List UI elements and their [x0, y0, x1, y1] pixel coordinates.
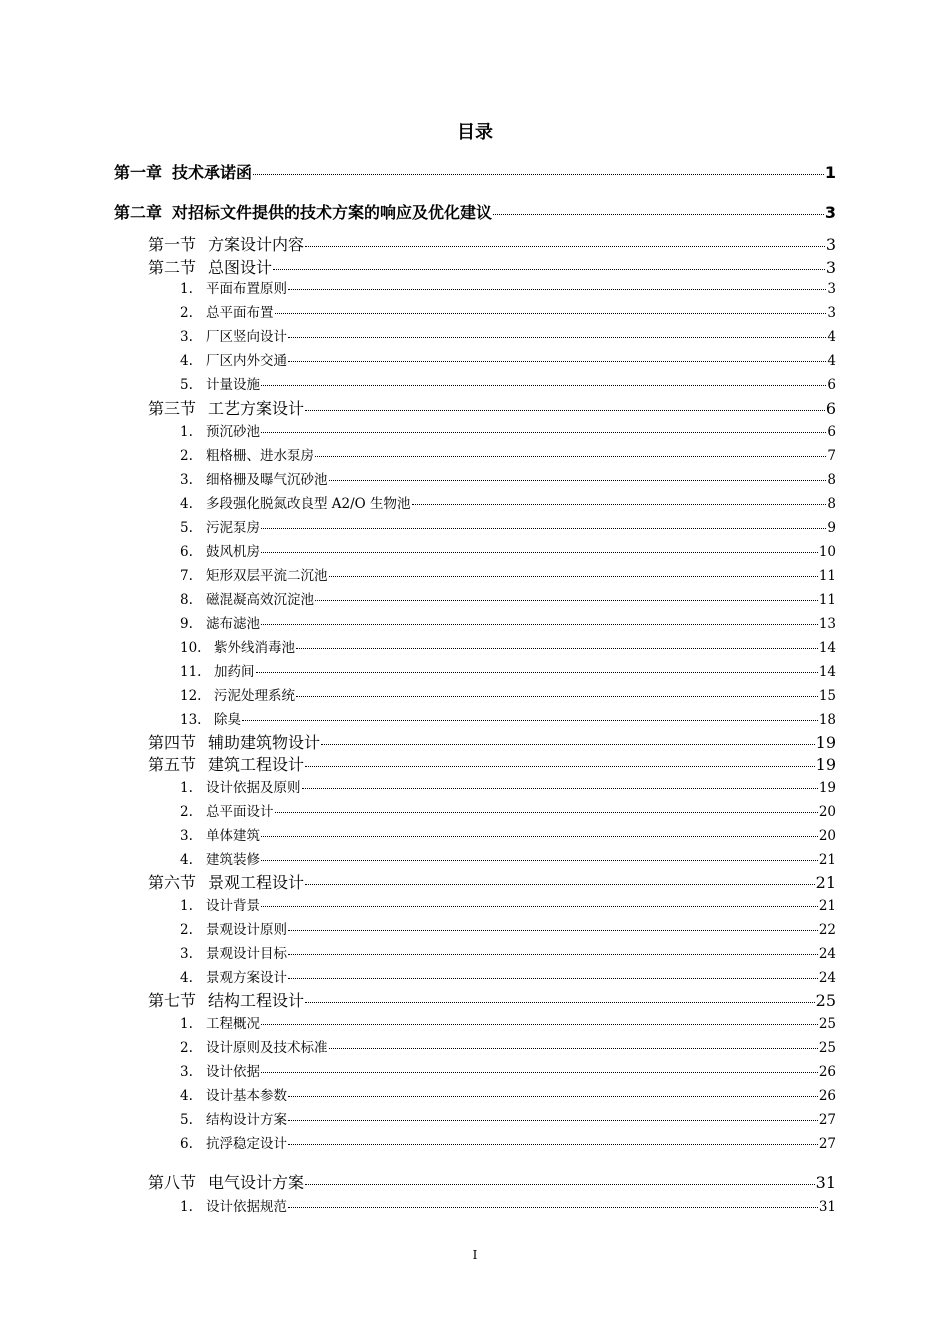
dot-leader — [261, 551, 818, 553]
toc-entry-number: 4. — [180, 496, 193, 512]
toc-entry-label: 设计背景 — [206, 898, 260, 914]
toc-entry-label: 电气设计方案 — [208, 1173, 305, 1192]
dot-leader — [288, 1143, 818, 1145]
toc-entry-page: 9 — [827, 520, 836, 536]
dot-leader — [261, 1071, 818, 1073]
page-title: 目录 — [457, 122, 493, 143]
toc-entry-page: 19 — [815, 755, 836, 774]
toc-entry-page: 8 — [827, 472, 836, 488]
toc-entry-label: 平面布置原则 — [206, 281, 287, 297]
toc-entry-label: 加药间 — [214, 664, 255, 680]
toc-entry-number: 3. — [180, 329, 193, 345]
toc-entry-page: 6 — [827, 377, 836, 393]
toc-entry[interactable] — [148, 752, 836, 775]
toc-entry[interactable] — [180, 588, 836, 608]
toc-entry[interactable] — [148, 1170, 836, 1193]
toc-entry-label: 设计依据规范 — [206, 1199, 287, 1215]
toc-entry[interactable] — [180, 966, 836, 986]
toc-entry-label: 总平面布置 — [206, 305, 274, 321]
dot-leader — [288, 1206, 818, 1208]
toc-entry-page: 25 — [818, 1040, 836, 1056]
toc-entry-page: 13 — [818, 616, 836, 632]
toc-entry[interactable] — [180, 468, 836, 488]
toc-entry-number: 第二章 — [114, 203, 163, 222]
toc-entry-page: 14 — [818, 664, 836, 680]
toc-entry-label: 粗格栅、进水泵房 — [206, 448, 314, 464]
toc-entry-page: 6 — [827, 424, 836, 440]
toc-entry[interactable] — [180, 1060, 836, 1080]
toc-entry[interactable] — [180, 373, 836, 393]
toc-entry-page: 20 — [818, 828, 836, 844]
toc-entry[interactable] — [180, 420, 836, 440]
toc-entry-page: 26 — [818, 1088, 836, 1104]
toc-entry-label: 除臭 — [214, 712, 241, 728]
toc-entry-label: 工艺方案设计 — [208, 399, 305, 418]
toc-entry-page: 11 — [818, 592, 836, 608]
toc-entry-label: 对招标文件提供的技术方案的响应及优化建议 — [172, 203, 493, 222]
toc-entry-label: 设计依据 — [206, 1064, 260, 1080]
toc-entry-number: 1. — [180, 898, 193, 914]
toc-entry[interactable] — [180, 1012, 836, 1032]
toc-entry-page: 21 — [815, 873, 836, 892]
toc-entry[interactable] — [180, 516, 836, 536]
toc-entry[interactable] — [180, 684, 836, 704]
dot-leader — [253, 173, 824, 175]
toc-entry-label: 计量设施 — [206, 377, 260, 393]
toc-entry-number: 4. — [180, 1088, 193, 1104]
toc-entry-page: 4 — [827, 329, 836, 345]
toc-entry[interactable] — [180, 894, 836, 914]
toc-entry-number: 第一节 — [148, 235, 197, 254]
dot-leader — [288, 360, 826, 362]
toc-entry-label: 技术承诺函 — [172, 163, 253, 182]
toc-entry-number: 5. — [180, 1112, 193, 1128]
toc-entry-label: 厂区竖向设计 — [206, 329, 287, 345]
toc-entry-page: 19 — [818, 780, 836, 796]
dot-leader — [412, 503, 827, 505]
dot-leader — [261, 835, 818, 837]
toc-entry[interactable] — [180, 301, 836, 321]
toc-entry[interactable] — [180, 918, 836, 938]
dot-leader — [261, 527, 826, 529]
dot-leader — [296, 695, 818, 697]
toc-entry-label: 设计基本参数 — [206, 1088, 287, 1104]
dot-leader — [305, 245, 825, 247]
toc-entry-number: 3. — [180, 946, 193, 962]
toc-entry-label: 细格栅及曝气沉砂池 — [206, 472, 328, 488]
toc-entry[interactable] — [148, 730, 836, 753]
toc-entry[interactable] — [148, 255, 836, 278]
toc-entry-number: 第一章 — [114, 163, 163, 182]
dot-leader — [305, 765, 815, 767]
toc-entry-number: 10. — [180, 640, 202, 656]
toc-entry-label: 矩形双层平流二沉池 — [206, 568, 328, 584]
toc-entry-page: 31 — [818, 1199, 836, 1215]
toc-entry-label: 污泥处理系统 — [214, 688, 295, 704]
toc-entry-number: 第六节 — [148, 873, 197, 892]
toc-entry[interactable] — [180, 942, 836, 962]
toc-entry-label: 抗浮稳定设计 — [206, 1136, 287, 1152]
toc-entry-number: 6. — [180, 1136, 193, 1152]
toc-entry[interactable] — [180, 708, 836, 728]
toc-entry-number: 1. — [180, 780, 193, 796]
dot-leader — [242, 719, 818, 721]
dot-leader — [305, 1001, 815, 1003]
toc-entry-label: 单体建筑 — [206, 828, 260, 844]
dot-leader — [305, 409, 825, 411]
toc-entry-page: 31 — [815, 1173, 836, 1192]
toc-entry-page: 21 — [818, 898, 836, 914]
toc-entry-number: 1. — [180, 424, 193, 440]
toc-entry-page: 7 — [827, 448, 836, 464]
toc-entry-label: 辅助建筑物设计 — [208, 733, 321, 752]
toc-entry-label: 厂区内外交通 — [206, 353, 287, 369]
toc-entry-number: 4. — [180, 852, 193, 868]
dot-leader — [261, 905, 818, 907]
toc-entry[interactable] — [180, 277, 836, 297]
toc-entry-label: 总图设计 — [208, 258, 273, 277]
dot-leader — [329, 1047, 818, 1049]
toc-entry-number: 7. — [180, 568, 193, 584]
toc-entry-number: 6. — [180, 544, 193, 560]
toc-entry-number: 11. — [180, 664, 202, 680]
toc-entry[interactable] — [180, 636, 836, 656]
toc-entry-page: 22 — [818, 922, 836, 938]
dot-leader — [321, 743, 815, 745]
toc-entry-label: 景观设计原则 — [206, 922, 287, 938]
dot-leader — [256, 671, 818, 673]
toc-entry-label: 滤布滤池 — [206, 616, 260, 632]
toc-entry[interactable] — [180, 824, 836, 844]
toc-entry-page: 27 — [818, 1112, 836, 1128]
dot-leader — [296, 647, 818, 649]
page-number: I — [472, 1248, 478, 1262]
dot-leader — [315, 599, 818, 601]
toc-entry-page: 4 — [827, 353, 836, 369]
toc-entry-label: 景观设计目标 — [206, 946, 287, 962]
dot-leader — [305, 883, 815, 885]
toc-entry-label: 紫外线消毒池 — [214, 640, 295, 656]
toc-entry-label: 方案设计内容 — [208, 235, 305, 254]
dot-leader — [305, 1183, 815, 1185]
toc-entry-page: 25 — [815, 991, 836, 1010]
toc-entry[interactable] — [180, 776, 836, 796]
toc-entry-page: 20 — [818, 804, 836, 820]
toc-entry-number: 9. — [180, 616, 193, 632]
toc-entry-page: 24 — [818, 970, 836, 986]
toc-entry-number: 13. — [180, 712, 202, 728]
dot-leader — [288, 1119, 818, 1121]
dot-leader — [261, 384, 826, 386]
toc-entry-page: 19 — [815, 733, 836, 752]
dot-leader — [288, 929, 818, 931]
dot-leader — [275, 811, 818, 813]
toc-entry[interactable] — [180, 800, 836, 820]
toc-entry-number: 2. — [180, 1040, 193, 1056]
toc-entry-label: 设计原则及技术标准 — [206, 1040, 328, 1056]
toc-entry-number: 第四节 — [148, 733, 197, 752]
toc-entry-number: 2. — [180, 305, 193, 321]
toc-entry-number: 第三节 — [148, 399, 197, 418]
toc-entry-label: 工程概况 — [206, 1016, 260, 1032]
toc-entry-number: 3. — [180, 1064, 193, 1080]
toc-entry-label: 总平面设计 — [206, 804, 274, 820]
toc-entry-page: 15 — [818, 688, 836, 704]
dot-leader — [288, 977, 818, 979]
toc-entry[interactable] — [180, 660, 836, 680]
dot-leader — [261, 1023, 818, 1025]
toc-entry-number: 第八节 — [148, 1173, 197, 1192]
toc-entry-page: 26 — [818, 1064, 836, 1080]
toc-entry[interactable] — [180, 848, 836, 868]
dot-leader — [275, 312, 827, 314]
dot-leader — [329, 575, 818, 577]
dot-leader — [261, 623, 818, 625]
toc-entry-number: 4. — [180, 970, 193, 986]
toc-entry-label: 建筑装修 — [206, 852, 260, 868]
toc-entry[interactable] — [148, 396, 836, 419]
dot-leader — [288, 336, 826, 338]
toc-entry-page: 3 — [825, 258, 836, 277]
toc-entry-label: 设计依据及原则 — [206, 780, 301, 796]
toc-entry-number: 8. — [180, 592, 193, 608]
toc-entry[interactable] — [180, 349, 836, 369]
toc-entry-number: 1. — [180, 281, 193, 297]
toc-entry[interactable] — [180, 1108, 836, 1128]
toc-entry-page: 6 — [825, 399, 836, 418]
toc-entry-label: 磁混凝高效沉淀池 — [206, 592, 314, 608]
toc-entry[interactable] — [180, 325, 836, 345]
dot-leader — [288, 288, 826, 290]
toc-entry[interactable] — [180, 1036, 836, 1056]
toc-entry-page: 14 — [818, 640, 836, 656]
toc-entry-page: 1 — [824, 163, 836, 182]
dot-leader — [288, 1095, 818, 1097]
toc-entry-number: 5. — [180, 520, 193, 536]
toc-entry-label: 结构设计方案 — [206, 1112, 287, 1128]
toc-entry-page: 3 — [825, 235, 836, 254]
toc-entry-page: 27 — [818, 1136, 836, 1152]
toc-entry-page: 25 — [818, 1016, 836, 1032]
toc-entry[interactable] — [180, 1084, 836, 1104]
toc-entry-number: 2. — [180, 804, 193, 820]
toc-entry[interactable] — [180, 540, 836, 560]
dot-leader — [273, 268, 825, 270]
toc-entry-number: 第七节 — [148, 991, 197, 1010]
toc-entry-label: 污泥泵房 — [206, 520, 260, 536]
toc-entry-page: 10 — [818, 544, 836, 560]
toc-entry-label: 多段强化脱氮改良型 A2/O 生物池 — [206, 496, 411, 512]
toc-entry-number: 2. — [180, 922, 193, 938]
toc-entry-number: 12. — [180, 688, 202, 704]
toc-entry-page: 11 — [818, 568, 836, 584]
toc-entry[interactable] — [180, 612, 836, 632]
toc-entry[interactable] — [148, 232, 836, 255]
dot-leader — [261, 859, 818, 861]
dot-leader — [329, 479, 827, 481]
toc-entry-number: 3. — [180, 472, 193, 488]
toc-entry-number: 2. — [180, 448, 193, 464]
dot-leader — [315, 455, 826, 457]
toc-entry[interactable] — [180, 444, 836, 464]
toc-entry-label: 结构工程设计 — [208, 991, 305, 1010]
toc-entry-number: 第二节 — [148, 258, 197, 277]
toc-entry[interactable] — [114, 160, 836, 183]
toc-entry-page: 18 — [818, 712, 836, 728]
toc-entry[interactable] — [180, 1195, 836, 1215]
toc-entry-number: 3. — [180, 828, 193, 844]
toc-entry-page: 8 — [827, 496, 836, 512]
dot-leader — [302, 787, 818, 789]
toc-entry-label: 景观方案设计 — [206, 970, 287, 986]
dot-leader — [261, 431, 826, 433]
toc-entry-page: 21 — [818, 852, 836, 868]
toc-entry[interactable] — [148, 988, 836, 1011]
dot-leader — [493, 213, 824, 215]
toc-entry-label: 建筑工程设计 — [208, 755, 305, 774]
toc-entry[interactable] — [180, 1132, 836, 1152]
dot-leader — [288, 953, 818, 955]
toc-entry-number: 5. — [180, 377, 193, 393]
toc-entry[interactable] — [114, 200, 836, 223]
toc-entry-page: 24 — [818, 946, 836, 962]
toc-entry-page: 3 — [824, 203, 836, 222]
toc-entry[interactable] — [148, 870, 836, 893]
toc-entry[interactable] — [180, 492, 836, 512]
toc-entry[interactable] — [180, 564, 836, 584]
toc-entry-number: 第五节 — [148, 755, 197, 774]
toc-entry-number: 1. — [180, 1199, 193, 1215]
toc-entry-number: 4. — [180, 353, 193, 369]
toc-entry-label: 景观工程设计 — [208, 873, 305, 892]
toc-entry-page: 3 — [827, 305, 836, 321]
toc-entry-number: 1. — [180, 1016, 193, 1032]
toc-entry-label: 预沉砂池 — [206, 424, 260, 440]
toc-entry-label: 鼓风机房 — [206, 544, 260, 560]
toc-entry-page: 3 — [827, 281, 836, 297]
